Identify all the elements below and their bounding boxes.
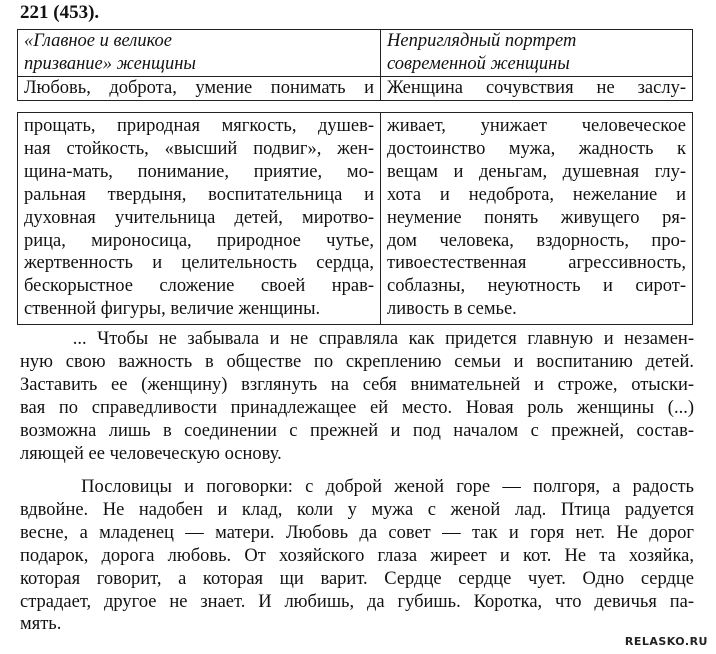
right-line: живает, унижает человеческое: [387, 116, 686, 136]
row-right-text: Женщина сочувствия не заслу-: [387, 78, 686, 98]
table-cell-left: [18, 113, 381, 325]
right-line: дом человека, вздорность, про-: [387, 230, 686, 251]
paragraph-line: ... Чтобы не забывала и не справляла как придется главную и незамен-: [20, 329, 694, 349]
right-line: вещам и деньгам, душевная глу-: [387, 161, 686, 182]
paragraph-proverbs: [20, 476, 694, 636]
header-right-line: современной женщины: [387, 54, 570, 74]
header-right-line: Неприглядный портрет: [387, 31, 577, 51]
left-line: ральная твердыня, воспитательница и: [24, 184, 374, 205]
paragraph-line: ляющей ее человеческую основу.: [20, 443, 282, 464]
left-line: жертвенность и целительность сердца,: [24, 253, 374, 274]
watermark: RELASKO.RU: [624, 635, 708, 648]
left-line: бескорыстное сложение своей нрав-: [24, 276, 374, 297]
right-line: неумение понять живущего ря-: [387, 207, 686, 228]
left-line: ственной фигуры, величие женщины.: [24, 299, 321, 320]
comparison-table-continuation: [17, 112, 693, 325]
exercise-number: 221 (453).: [20, 2, 100, 23]
left-line: духовная учительница детей, миротво-: [24, 207, 374, 228]
header-left-line: призвание» женщины: [24, 54, 196, 74]
right-line: ливость в семье.: [387, 299, 517, 320]
paragraph-line: Заставить ее (женщину) взглянуть на себя внимательней и строже, отыски-: [20, 374, 694, 395]
left-line: прощать, природная мягкость, душев-: [24, 116, 374, 136]
row-left-text: Любовь, доброта, умение понимать и: [24, 78, 374, 98]
table-cell-right: [381, 113, 693, 325]
header-left-line: «Главное и великое: [24, 31, 173, 51]
comparison-table-header: [17, 29, 693, 101]
column-header-left: [18, 30, 381, 77]
paragraph-line: страдает, другое не знает. И любишь, да губишь. Коротка, что девичья па-: [20, 591, 694, 612]
left-line: рица, мироносица, природное чутье,: [24, 230, 374, 251]
right-line: достоинство мужа, жадность к: [387, 138, 686, 159]
left-line: щина-мать, понимание, приятие, мо-: [24, 161, 374, 182]
paragraph-line: которая говорит, а которая щи варит. Сердце сердце чует. Одно сердце: [20, 568, 694, 589]
paragraph-quote: [20, 328, 694, 465]
left-line: ная стойкость, «высший подвиг», жен-: [24, 138, 374, 159]
paragraph-line: весне, а младенец — матери. Любовь да совет — так и горя нет. Не дорог: [20, 522, 694, 543]
paragraph-line: подарок, дорога любовь. От хозяйского глаза жиреет и кот. Не та хозяйка,: [20, 545, 694, 566]
paragraph-line: возможна лишь в соединении с прежней и под началом с прежней, состав-: [20, 420, 694, 441]
paragraph-line: мять.: [20, 614, 62, 635]
paragraph-line: вдвойне. Не надобен и клад, коли у мужа с женой лад. Птица радуется: [20, 499, 694, 520]
paragraph-line: вая по справедливости принадлежащее ей место. Новая роль женщины (...): [20, 397, 694, 418]
table-cell-right: [381, 77, 693, 101]
paragraph-line: Пословицы и поговорки: с доброй женой горе — полгоря, а радость: [20, 477, 694, 497]
table-cell-left: [18, 77, 381, 101]
right-line: соблазны, неуютность и сирот-: [387, 276, 686, 297]
column-header-right: [381, 30, 693, 77]
right-line: тивоестественная агрессивность,: [387, 253, 686, 274]
right-line: хота и недоброта, нежелание и: [387, 184, 686, 205]
paragraph-line: ную свою важность в обществе по скреплению семьи и воспитанию детей.: [20, 351, 694, 372]
